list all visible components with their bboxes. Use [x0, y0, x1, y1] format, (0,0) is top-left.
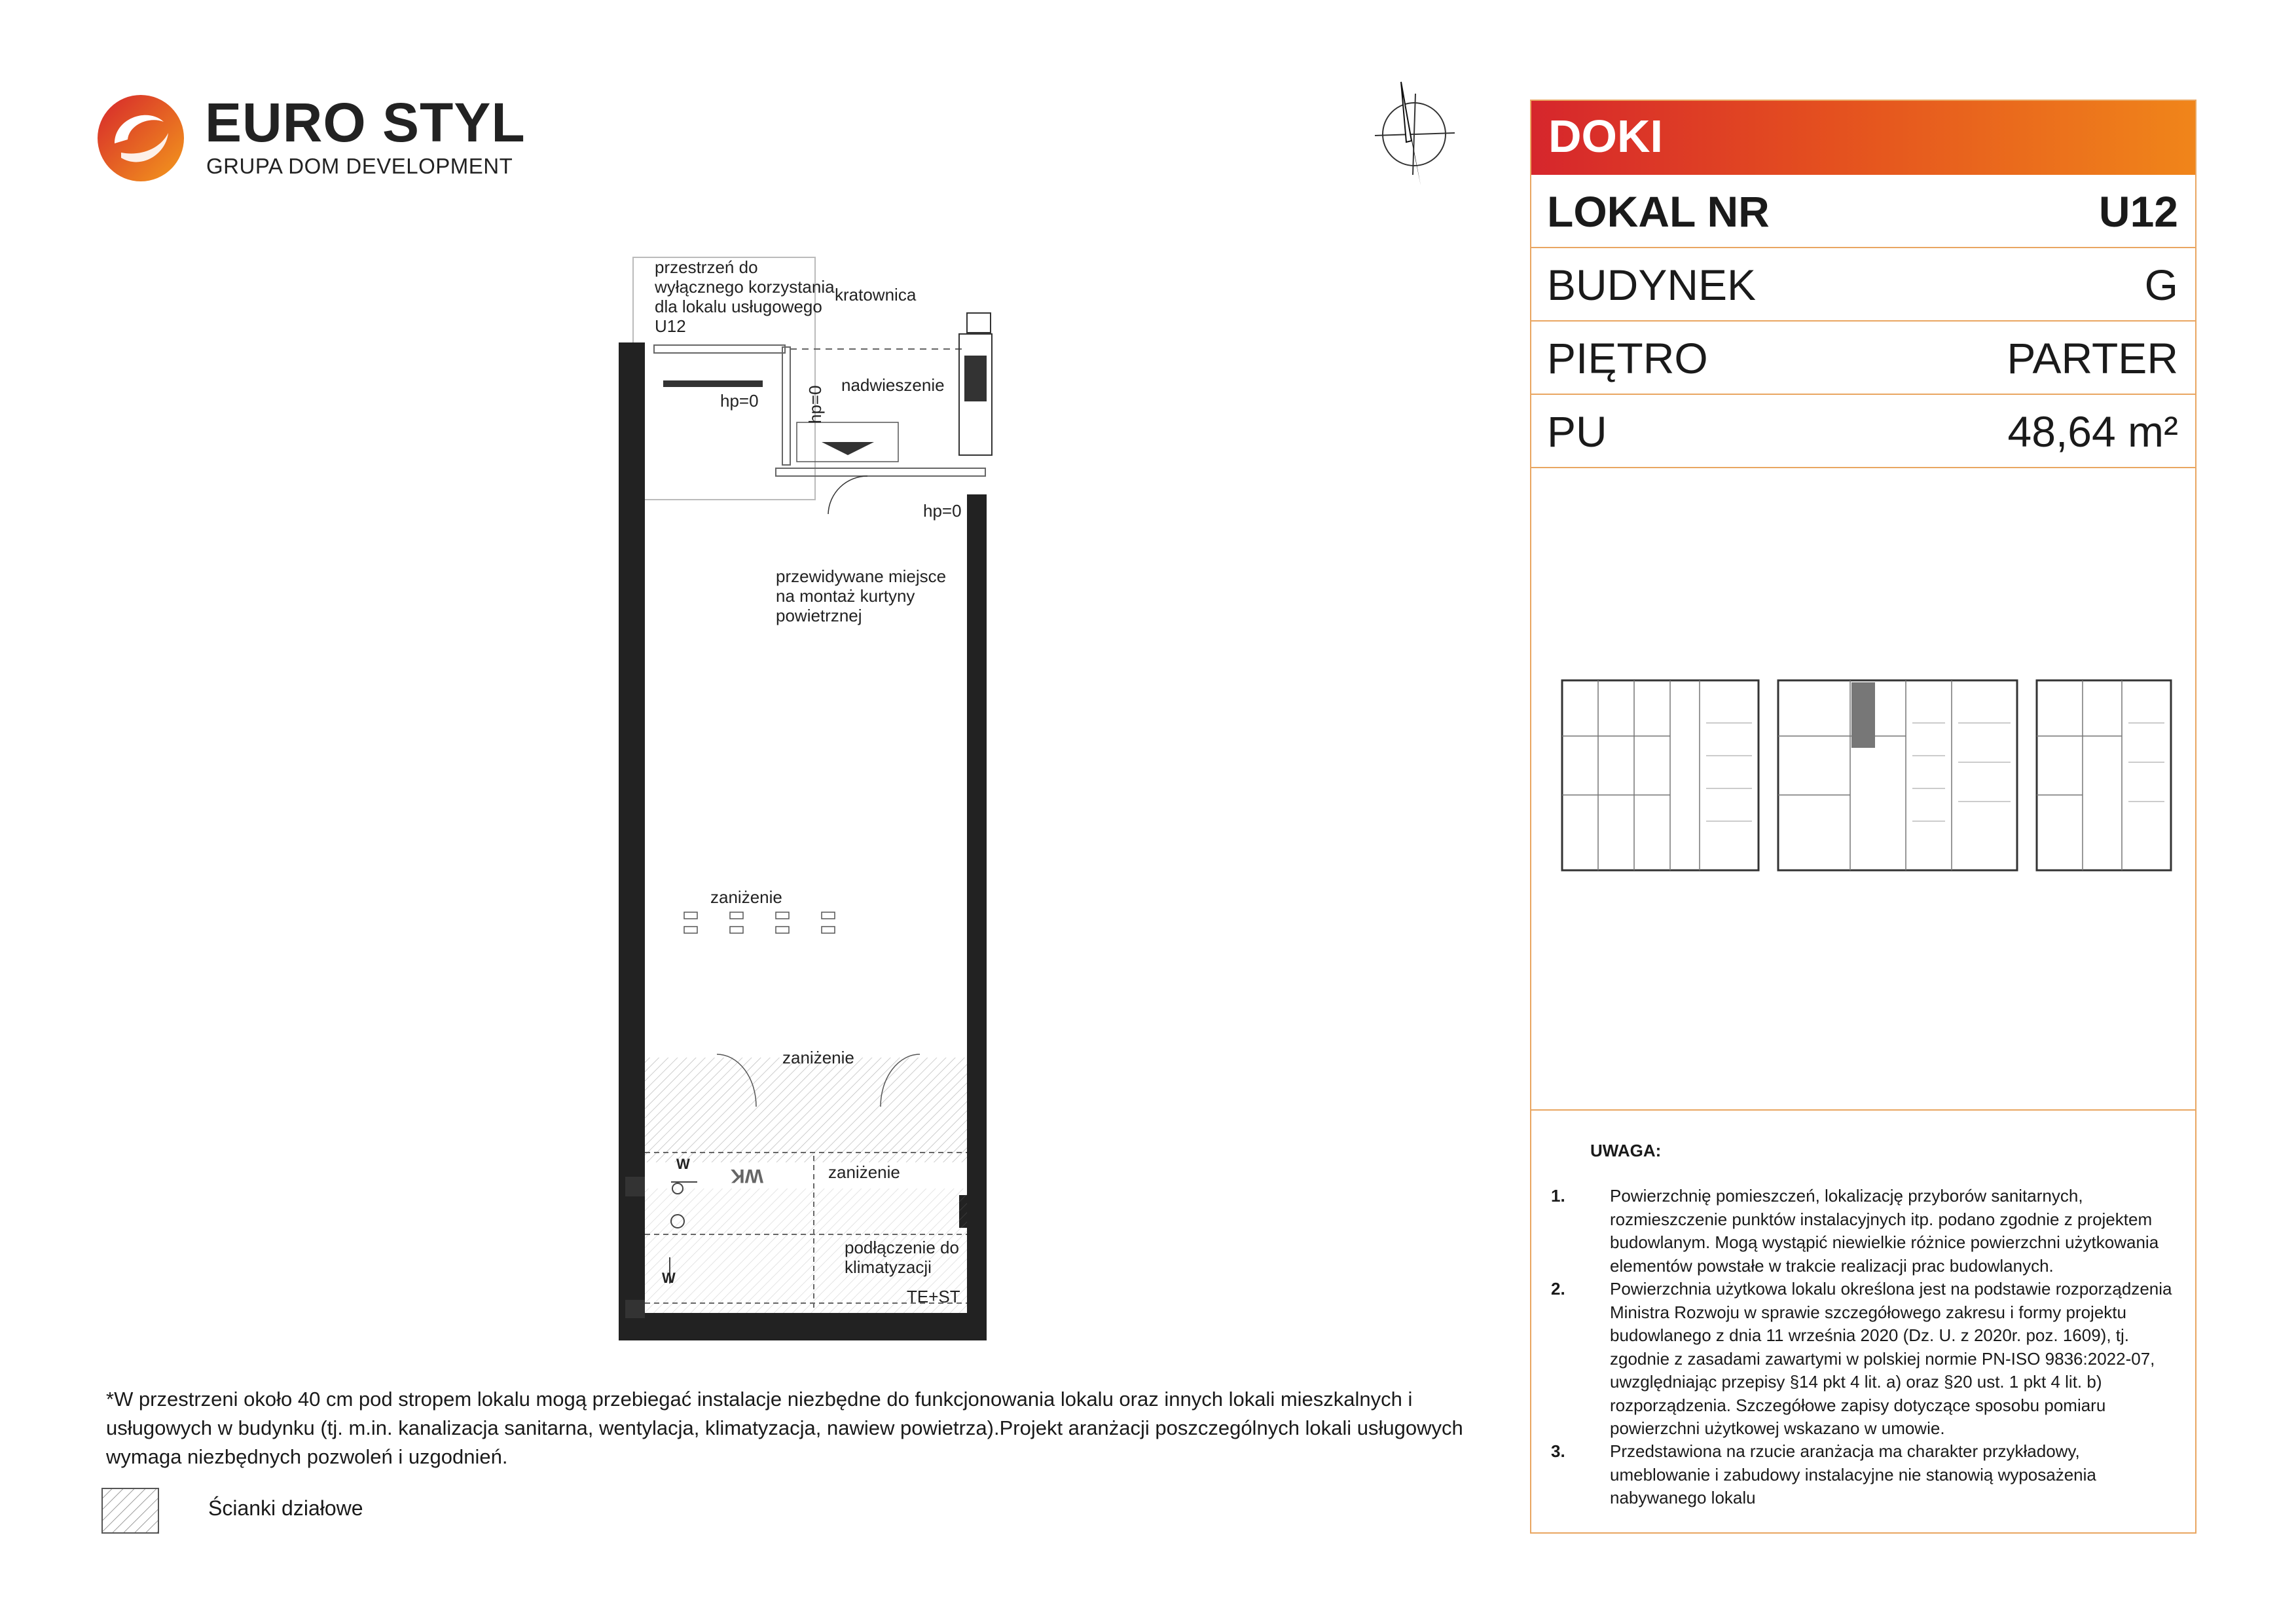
- row-value: 48,64 m²: [2007, 407, 2178, 456]
- row-label: PU: [1547, 407, 1607, 456]
- label-water: W: [662, 1270, 676, 1286]
- label-zanizenie: zaniżenie: [782, 1048, 854, 1067]
- label-hp0-b: hp=0: [805, 385, 825, 424]
- footnote: *W przestrzeni około 40 cm pod stropem lokalu mogą przebiegać instalacje niezbędne do funkcjonowania lokalu oraz innych lokali mieszkalnych i usługowych w budynku (tj. m.in. kanalizacja sanitarna, wentylacja, klimatyzacja, nawiew powietrza).Projekt aranżacji poszczególnych lokali usługowych wymaga niezbędnych pozwoleń i uzgodnień.: [106, 1388, 1463, 1468]
- label-zanizenie: zaniżenie: [710, 887, 782, 907]
- label-zanizenie: zaniżenie: [828, 1162, 900, 1182]
- row-label: LOKAL NR: [1547, 187, 1770, 236]
- investment-header: [1531, 101, 2195, 175]
- legend-label: Ścianki działowe: [208, 1496, 363, 1520]
- note-number: 3.: [1551, 1441, 1565, 1461]
- row-value: G: [2144, 261, 2178, 309]
- brand-logo: [95, 88, 526, 187]
- note-text: Powierzchnię pomieszczeń, lokalizację przyborów sanitarnych, rozmieszczenie punktów instalacyjnych itp. podano zgodnie z projektem budowlanym. Mogą wystąpić niewielkie różnice powierzchni użytkowania elementów powstałe w trakcie realizacji prac budowlanych.: [1610, 1186, 2159, 1276]
- row-value: PARTER: [2007, 334, 2178, 382]
- label-wk: WK: [731, 1165, 763, 1187]
- partition-walls-legend-icon: [101, 1488, 159, 1534]
- investment-name: DOKI: [1548, 111, 1663, 162]
- euro-styl-logo-icon: [95, 92, 187, 184]
- row-value: U12: [2098, 187, 2178, 236]
- label-ac-connection: podłączenie do klimatyzacji: [845, 1238, 959, 1277]
- unit-info-panel: [1530, 100, 2196, 1534]
- note-text: Przedstawiona na rzucie aranżacja ma charakter przykładowy, umeblowanie i zabudowy instalacyjne nie stanowią wyposażenia nabywanego lokalu: [1610, 1441, 2096, 1507]
- row-area: [1531, 395, 2195, 468]
- row-floor: [1531, 322, 2195, 395]
- label-hp0-c: hp=0: [923, 501, 962, 521]
- north-arrow-icon: [1368, 75, 1467, 190]
- notes-divider: [1531, 1109, 2195, 1111]
- row-building: [1531, 248, 2195, 322]
- highlighted-unit: [1851, 682, 1875, 748]
- note-number: 2.: [1551, 1279, 1565, 1299]
- notes-title: UWAGA:: [1590, 1141, 1662, 1160]
- brand-name: EURO STYL: [205, 92, 526, 153]
- label-exclusive-space: przestrzeń do wyłącznego korzystania dla lokalu usługowego U12: [655, 257, 835, 336]
- label-nadwieszenie: nadwieszenie: [841, 375, 945, 395]
- row-label: PIĘTRO: [1547, 334, 1708, 382]
- label-water: W: [676, 1156, 690, 1172]
- row-unit-number: [1531, 175, 2195, 248]
- row-label: BUDYNEK: [1547, 261, 1757, 309]
- building-key-plan: [1559, 677, 2174, 874]
- label-air-curtain: przewidywane miejsce na montaż kurtyny powietrznej: [776, 566, 947, 625]
- label-kratownica: kratownica: [835, 285, 917, 304]
- label-te-st: TE+ST: [907, 1287, 960, 1306]
- brand-subtitle: GRUPA DOM DEVELOPMENT: [206, 154, 513, 178]
- note-text: Powierzchnia użytkowa lokalu określona jest na podstawie rozporządzenia Ministra Rozwoju w sprawie szczegółowego zakresu i formy projektu budowlanego z dnia 11 września 2020 (Dz. U. z 2020r. poz. 1609), tj. zgodnie z zasadami zawartymi w polskiej normie PN-ISO 9836:2022-07, uwzględniając przepisy §14 pkt 4 lit. a) oraz §20 ust. 1 pkt 4 lit. b) rozporządzenia. Szczegółowe zapisy dotyczące sposobu pomiaru powierzchni użytkowej wskazano w umowie.: [1610, 1279, 2172, 1438]
- floor-plan: [612, 252, 1005, 1346]
- label-hp0-a: hp=0: [720, 391, 759, 411]
- note-number: 1.: [1551, 1186, 1565, 1206]
